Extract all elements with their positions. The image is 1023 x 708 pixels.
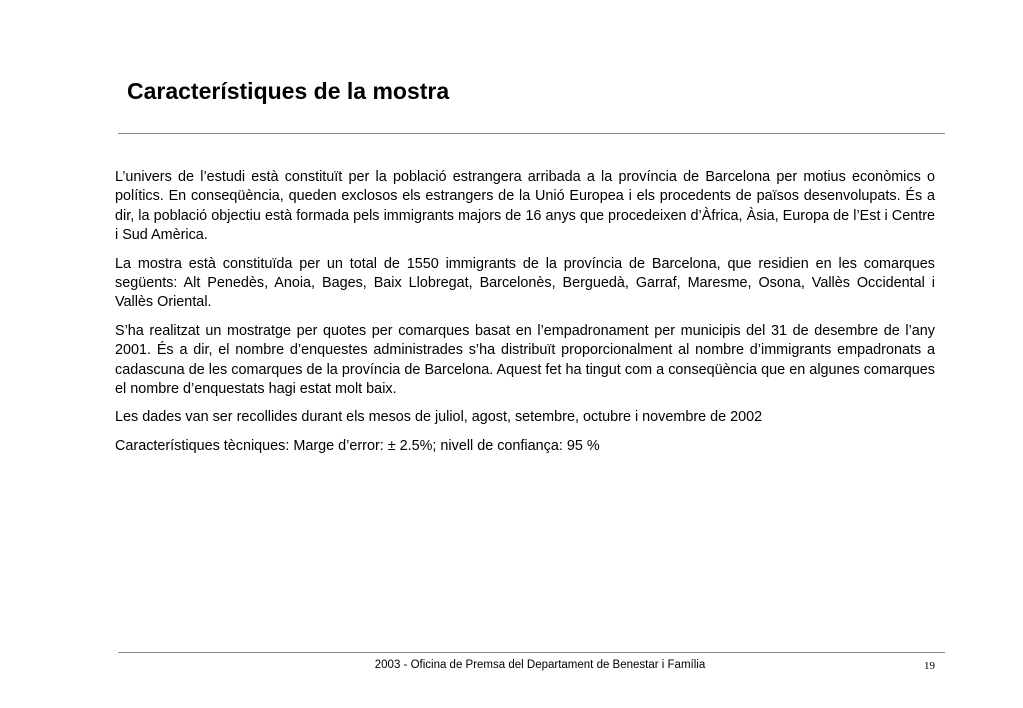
footer-credit: 2003 - Oficina de Premsa del Departament de Benestar i Família [374,659,706,671]
page-title: Característiques de la mostra [127,78,450,104]
paragraph-universe: L’univers de l’estudi està constituït per la població estrangera arribada a la província de Barcelona per motius econòmics o polítics. En conseqüència, queden exclosos els estrangers de la Unió Europea i els procedents de països desenvolupats. És a dir, la població objectiu està formada pels immigrants majors de 16 anys que procedeixen d’Àfrica, Àsia, Europa de l’Est i Centre i Sud Amèrica. [115,169,935,244]
footer-divider [118,652,945,653]
paragraph-sample: La mostra està constituïda per un total de 1550 immigrants de la província de Barcelona, que residien en les comarques següents: Alt Penedès, Anoia, Bages, Baix Llobregat, Barcelonès, Berguedà, Garraf, Maresme, Osona, Vallès Occidental i Vallès Oriental. [115,255,935,311]
paragraph-technical: Característiques tècniques: Marge d’error: ± 2.5%; nivell de confiança: 95 % [115,437,600,454]
paragraph-sampling: S’ha realitzat un mostratge per quotes per comarques basat en l’empadronament per municipis del 31 de desembre de l’any 2001. És a dir, el nombre d’enquestes administrades s’ha distribuït proporcionalment al nombre d’immigrants empadronats a cadascuna de les comarques de la província de Barcelona. Aquest fet ha tingut com a conseqüència que en algunes comarques el nombre d’enquestats hagi estat molt baix. [115,322,935,398]
paragraph-dates: Les dades van ser recollides durant els mesos de juliol, agost, setembre, octubre i novembre de 2002 [115,409,763,426]
header-divider [118,133,945,134]
page-number: 19 [924,660,935,672]
body-text [115,168,935,465]
